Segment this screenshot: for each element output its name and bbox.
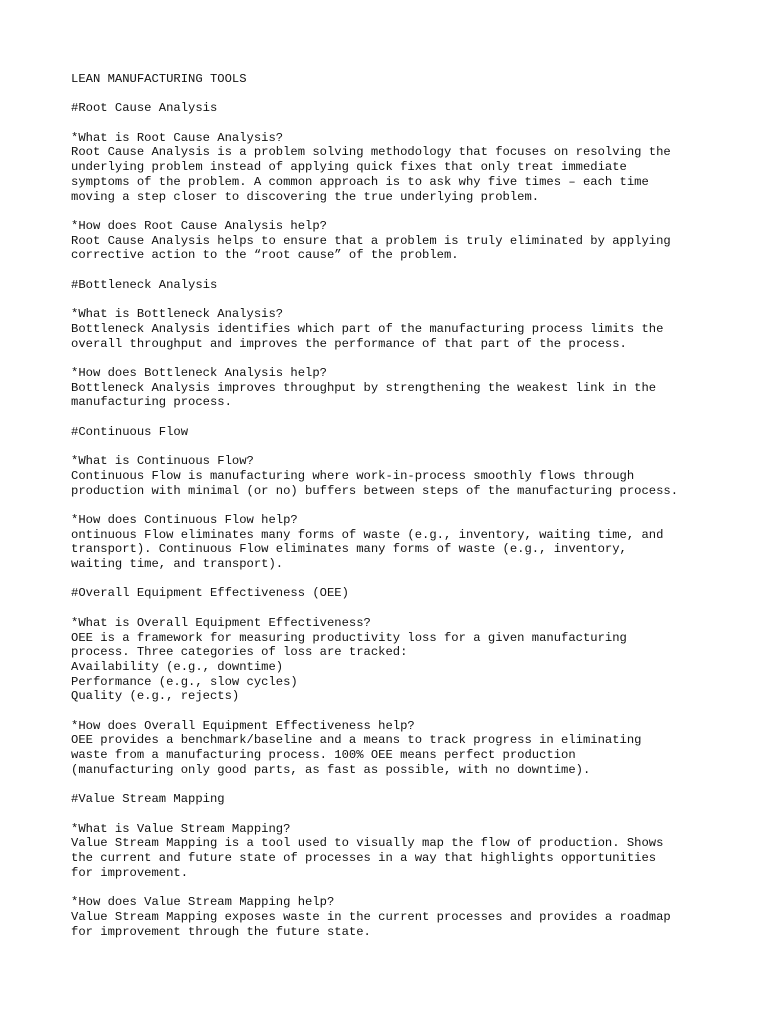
how-question: *How does Continuous Flow help? (71, 512, 298, 527)
what-answer-line: Root Cause Analysis is a problem solving methodology that focuses on resolving the (71, 145, 671, 160)
spacer (71, 601, 711, 616)
spacer (71, 87, 711, 102)
spacer (71, 410, 711, 425)
section-heading: #Continuous Flow (71, 424, 189, 439)
section-overall-equipment-effectiveness (71, 586, 711, 792)
section-continuous-flow (71, 425, 711, 587)
what-question: *What is Overall Equipment Effectiveness? (71, 615, 371, 630)
what-question: *What is Value Stream Mapping? (71, 821, 291, 836)
what-answer-line: Value Stream Mapping is a tool used to visually map the flow of production. Shows (71, 836, 664, 851)
spacer (71, 292, 711, 307)
section-value-stream-mapping (71, 792, 711, 939)
how-answer-line: for improvement through the future state. (71, 924, 371, 939)
how-answer-line: Root Cause Analysis helps to ensure that a problem is truly eliminated by applying (71, 233, 671, 248)
spacer (71, 704, 711, 719)
how-answer-line: waste from a manufacturing process. 100% OEE means perfect production (71, 748, 576, 763)
spacer (71, 498, 711, 513)
how-question: *How does Value Stream Mapping help? (71, 895, 335, 910)
how-question: *How does Overall Equipment Effectiveness help? (71, 718, 415, 733)
document-title: LEAN MANUFACTURING TOOLS (71, 72, 247, 86)
section-bottleneck-analysis (71, 278, 711, 425)
how-answer-line: Value Stream Mapping exposes waste in the current processes and provides a roadmap (71, 909, 671, 924)
section-root-cause-analysis (71, 101, 711, 277)
spacer (71, 204, 711, 219)
what-answer-line: process. Three categories of loss are tracked: (71, 645, 408, 660)
how-answer-line: corrective action to the “root cause” of the problem. (71, 248, 459, 263)
how-answer-line: transport). Continuous Flow eliminates many forms of waste (e.g., inventory, (71, 542, 627, 557)
what-answer-line: the current and future state of processes in a way that highlights opportunities (71, 851, 657, 866)
what-answer-line: underlying problem instead of applying quick fixes that only treat immediate (71, 160, 627, 175)
what-answer-line: Availability (e.g., downtime) (71, 659, 284, 674)
what-answer-line: Continuous Flow is manufacturing where work-in-process smoothly flows through (71, 468, 635, 483)
what-answer-line: overall throughput and improves the performance of that part of the process. (71, 336, 627, 351)
spacer (71, 572, 711, 587)
what-answer-line: Quality (e.g., rejects) (71, 689, 240, 704)
document-page (71, 72, 711, 939)
what-question: *What is Bottleneck Analysis? (71, 307, 284, 322)
how-answer-line: ontinuous Flow eliminates many forms of waste (e.g., inventory, waiting time, and (71, 527, 664, 542)
spacer (71, 778, 711, 793)
spacer (71, 116, 711, 131)
spacer (71, 263, 711, 278)
spacer (71, 880, 711, 895)
what-question: *What is Root Cause Analysis? (71, 130, 284, 145)
spacer (71, 351, 711, 366)
what-answer-line: moving a step closer to discovering the true underlying problem. (71, 189, 540, 204)
spacer (71, 439, 711, 454)
section-heading: #Bottleneck Analysis (71, 277, 218, 292)
how-answer-line: waiting time, and transport). (71, 557, 284, 572)
how-answer-line: manufacturing process. (71, 395, 232, 410)
how-question: *How does Root Cause Analysis help? (71, 218, 327, 233)
what-answer-line: OEE is a framework for measuring productivity loss for a given manufacturing (71, 630, 627, 645)
what-answer-line: symptoms of the problem. A common approach is to ask why five times – each time (71, 174, 649, 189)
how-answer-line: Bottleneck Analysis improves throughput by strengthening the weakest link in the (71, 380, 657, 395)
section-heading: #Root Cause Analysis (71, 101, 218, 116)
how-answer-line: (manufacturing only good parts, as fast as possible, with no downtime). (71, 762, 591, 777)
what-answer-line: for improvement. (71, 865, 189, 880)
section-heading: #Overall Equipment Effectiveness (OEE) (71, 586, 349, 601)
section-heading: #Value Stream Mapping (71, 792, 225, 807)
how-answer-line: OEE provides a benchmark/baseline and a means to track progress in eliminating (71, 733, 642, 748)
how-question: *How does Bottleneck Analysis help? (71, 365, 327, 380)
what-question: *What is Continuous Flow? (71, 454, 254, 469)
spacer (71, 807, 711, 822)
what-answer-line: Performance (e.g., slow cycles) (71, 674, 298, 689)
what-answer-line: Bottleneck Analysis identifies which part of the manufacturing process limits the (71, 321, 664, 336)
what-answer-line: production with minimal (or no) buffers between steps of the manufacturing process. (71, 483, 679, 498)
